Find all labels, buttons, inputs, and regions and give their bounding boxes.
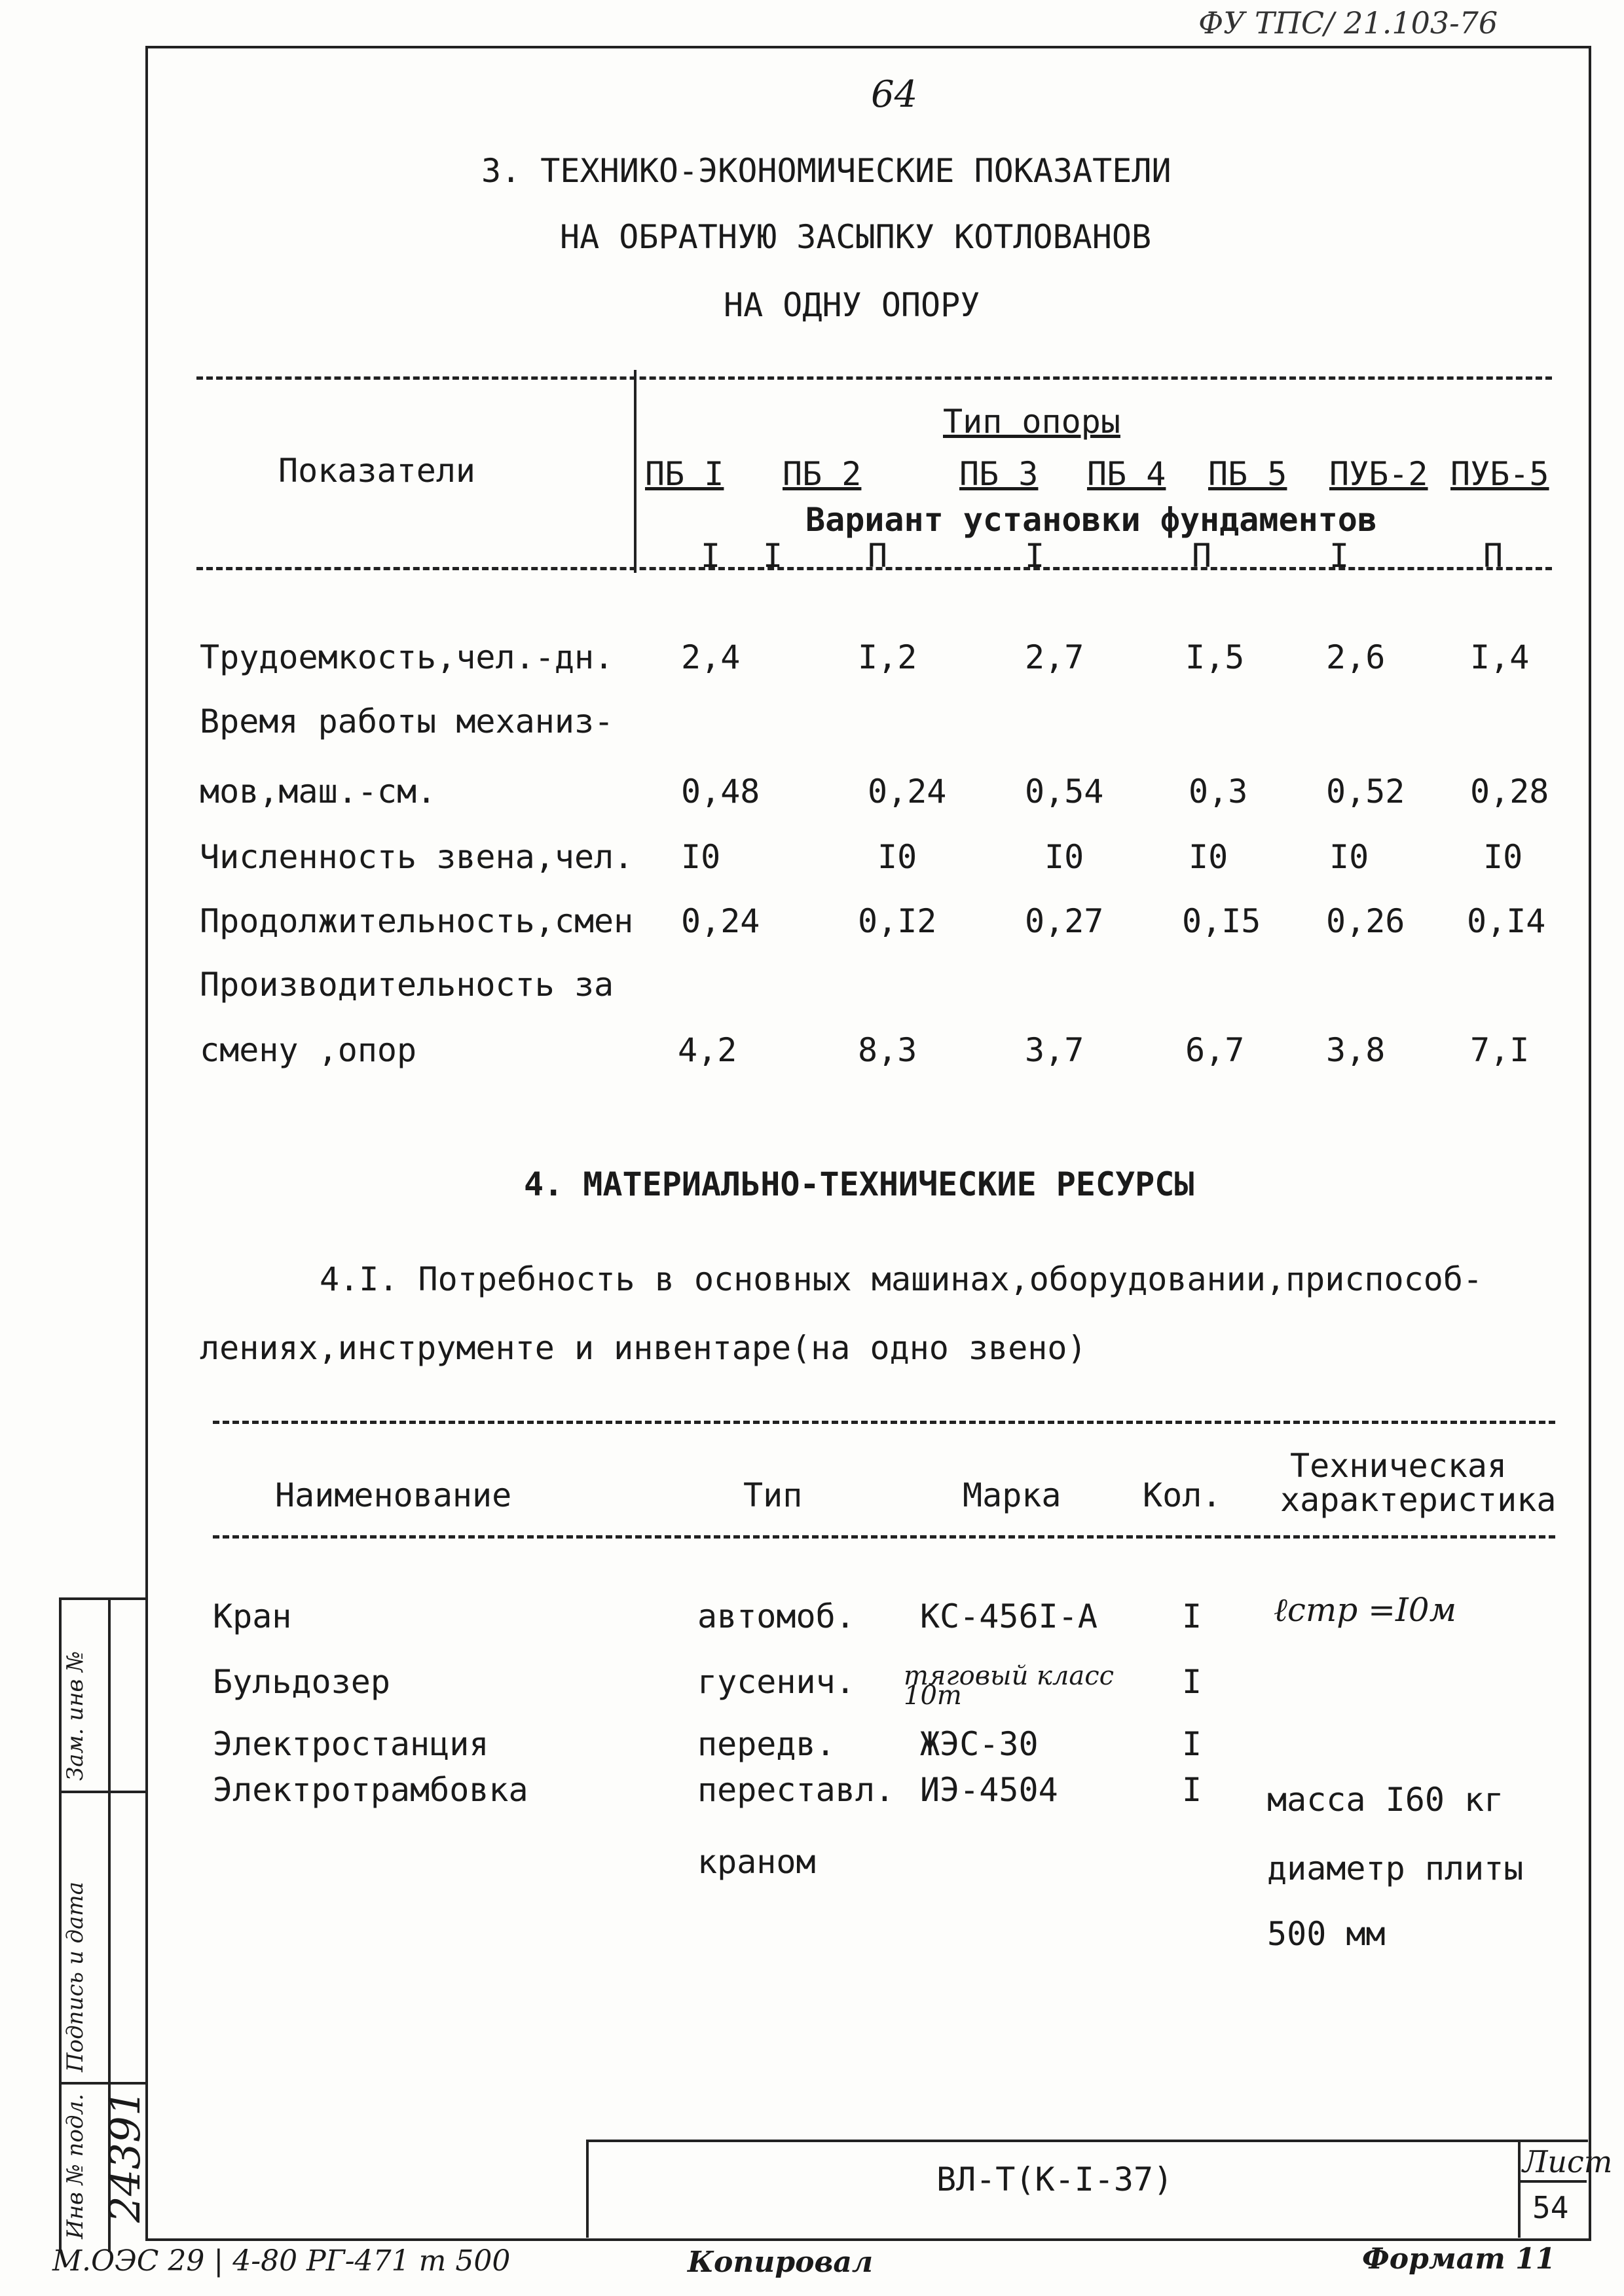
resource-type-cont: краном bbox=[697, 1843, 816, 1881]
cell-value: I0 bbox=[1189, 838, 1228, 876]
resource-brand: тяговый класс 10т bbox=[904, 1661, 1115, 1711]
section4-paragraph-line2: лениях,инструменте и инвентаре(на одно звено) bbox=[200, 1329, 1087, 1367]
tech-header-line1: Техническая bbox=[1290, 1447, 1507, 1485]
table2-header-rule bbox=[213, 1535, 1555, 1539]
cell-value: 8,3 bbox=[858, 1031, 917, 1069]
row-label: Продолжительность,смен bbox=[200, 902, 634, 940]
resource-tech-cont: диаметр плиты bbox=[1267, 1850, 1524, 1887]
bottom-left-code: М.ОЭС 29 | 4-80 РГ-471 т 500 bbox=[52, 2244, 511, 2278]
cell-value: 2,4 bbox=[681, 638, 741, 676]
cell-value: I0 bbox=[681, 838, 721, 876]
document-code: ВЛ-Т(К-I-37) bbox=[936, 2160, 1173, 2198]
resource-name: Электротрамбовка bbox=[213, 1771, 528, 1809]
type-pb4: ПБ 4 bbox=[1087, 455, 1166, 493]
cell-value: 0,27 bbox=[1025, 902, 1104, 940]
variant-4: I bbox=[1025, 537, 1045, 575]
resource-brand: ИЭ-4504 bbox=[920, 1771, 1058, 1809]
resource-type: гусенич. bbox=[697, 1663, 855, 1701]
variant-1: I bbox=[701, 537, 721, 575]
cell-value: 2,6 bbox=[1326, 638, 1386, 676]
side-stamp-sep1 bbox=[59, 1791, 145, 1793]
variant-2: I bbox=[763, 537, 783, 575]
cell-value: I0 bbox=[1329, 838, 1369, 876]
qty-header: Кол. bbox=[1143, 1476, 1222, 1514]
cell-value: 0,24 bbox=[681, 902, 760, 940]
resource-qty: I bbox=[1182, 1771, 1202, 1809]
page-frame bbox=[145, 46, 1591, 2241]
side-stamp-left-line bbox=[59, 1597, 62, 2252]
row-label-machine-time-1: Время работы механиз- bbox=[200, 702, 614, 740]
resource-name: Кран bbox=[213, 1597, 292, 1635]
cell-value: 0,I2 bbox=[858, 902, 937, 940]
section4-title: 4. МАТЕРИАЛЬНО-ТЕХНИЧЕСКИЕ РЕСУРСЫ bbox=[524, 1165, 1194, 1203]
cell-value: I,4 bbox=[1470, 638, 1530, 676]
cell-value: I0 bbox=[1044, 838, 1084, 876]
section3-title-line2: НА ОБРАТНУЮ ЗАСЫПКУ КОТЛОВАНОВ bbox=[560, 218, 1152, 256]
type-pub5: ПУБ-5 bbox=[1450, 455, 1549, 493]
title-block-left bbox=[586, 2140, 589, 2238]
resource-type: передв. bbox=[697, 1725, 836, 1763]
cell-value: 0,52 bbox=[1326, 773, 1405, 811]
handwritten-page-number: 64 bbox=[871, 73, 918, 116]
resource-qty: I bbox=[1182, 1597, 1202, 1635]
type-pub2: ПУБ-2 bbox=[1329, 455, 1428, 493]
title-block-sheet-divider bbox=[1518, 2140, 1521, 2238]
table1-top-rule bbox=[196, 376, 1552, 380]
table1-header-divider bbox=[634, 370, 637, 573]
row-label: Численность звена,чел. bbox=[200, 838, 634, 876]
tech-header-line2: характеристика bbox=[1280, 1481, 1557, 1519]
indicators-header: Показатели bbox=[278, 452, 476, 490]
side-stamp-top bbox=[59, 1597, 145, 1600]
resource-tech-cont: 500 мм bbox=[1267, 1915, 1386, 1953]
cell-value: I0 bbox=[1483, 838, 1523, 876]
cell-value: 3,7 bbox=[1025, 1031, 1084, 1069]
title-block-top bbox=[586, 2140, 1588, 2142]
cell-value: 0,24 bbox=[868, 773, 947, 811]
cell-value: 0,28 bbox=[1470, 773, 1549, 811]
resource-tech: масса I60 кг bbox=[1267, 1781, 1504, 1819]
name-header: Наименование bbox=[275, 1476, 512, 1514]
inv-number: 24391 bbox=[101, 2089, 150, 2223]
section3-title-line1: 3. ТЕХНИКО-ЭКОНОМИЧЕСКИЕ ПОКАЗАТЕЛИ bbox=[481, 152, 1172, 190]
variant-header: Вариант установки фундаментов bbox=[805, 501, 1377, 539]
table2-top-rule bbox=[213, 1421, 1555, 1424]
resource-name: Бульдозер bbox=[213, 1663, 390, 1701]
cell-value: 0,I5 bbox=[1182, 902, 1261, 940]
podpis-label: Подпись и дата bbox=[62, 1882, 88, 2072]
resource-qty: I bbox=[1182, 1725, 1202, 1763]
cell-value: 3,8 bbox=[1326, 1031, 1386, 1069]
cell-value: 0,54 bbox=[1025, 773, 1104, 811]
cell-value: 7,I bbox=[1470, 1031, 1530, 1069]
copied-label: Копировал bbox=[688, 2246, 874, 2279]
resource-name: Электростанция bbox=[213, 1725, 489, 1763]
row-label: Трудоемкость,чел.-дн. bbox=[200, 638, 614, 676]
cell-value: 0,26 bbox=[1326, 902, 1405, 940]
document-code-header: ФУ ТПС/ 21.103-76 bbox=[1198, 5, 1498, 41]
cell-value: I0 bbox=[877, 838, 917, 876]
variant-7: П bbox=[1483, 537, 1504, 575]
cell-value: 2,7 bbox=[1025, 638, 1084, 676]
sheet-label: Лист bbox=[1522, 2144, 1613, 2179]
section4-paragraph-line1: 4.I. Потребность в основных машинах,оборудовании,приспособ- bbox=[320, 1260, 1483, 1298]
variant-6: I bbox=[1329, 537, 1350, 575]
type-pb2: ПБ 2 bbox=[783, 455, 862, 493]
resource-qty: I bbox=[1182, 1663, 1202, 1701]
type-pb5: ПБ 5 bbox=[1208, 455, 1287, 493]
cell-value: 0,3 bbox=[1189, 773, 1248, 811]
format-label: Формат 11 bbox=[1362, 2242, 1556, 2276]
resource-type: переставл. bbox=[697, 1771, 895, 1809]
inv-podl-label: Инв № подл. bbox=[62, 2094, 88, 2239]
table1-header-rule bbox=[196, 567, 1552, 570]
resource-brand: ЖЭС-30 bbox=[920, 1725, 1039, 1763]
cell-value: I,2 bbox=[858, 638, 917, 676]
resource-tech: ℓстр =I0м bbox=[1274, 1591, 1457, 1629]
resource-brand: КС-456I-А bbox=[920, 1597, 1098, 1635]
section3-title-line3: НА ОДНУ ОПОРУ bbox=[724, 286, 980, 324]
zam-inv-label: Зам. инв № bbox=[62, 1650, 88, 1781]
type-pb1: ПБ I bbox=[645, 455, 724, 493]
row-label-productivity-1: Производительность за bbox=[200, 966, 614, 1004]
brand-header: Марка bbox=[963, 1476, 1061, 1514]
row-label: мов,маш.-см. bbox=[200, 773, 437, 811]
sheet-cell-divider bbox=[1518, 2180, 1587, 2183]
support-type-header: Тип опоры bbox=[943, 403, 1120, 441]
cell-value: 4,2 bbox=[678, 1031, 737, 1069]
variant-3: П bbox=[868, 537, 888, 575]
side-stamp-sep2 bbox=[59, 2082, 145, 2085]
type-pb3: ПБ 3 bbox=[959, 455, 1039, 493]
type-header: Тип bbox=[743, 1476, 803, 1514]
cell-value: 6,7 bbox=[1185, 1031, 1245, 1069]
variant-5: П bbox=[1192, 537, 1212, 575]
cell-value: I,5 bbox=[1185, 638, 1245, 676]
row-label: смену ,опор bbox=[200, 1031, 417, 1069]
resource-type: автомоб. bbox=[697, 1597, 855, 1635]
sheet-number: 54 bbox=[1532, 2190, 1569, 2225]
cell-value: 0,I4 bbox=[1467, 902, 1546, 940]
cell-value: 0,48 bbox=[681, 773, 760, 811]
